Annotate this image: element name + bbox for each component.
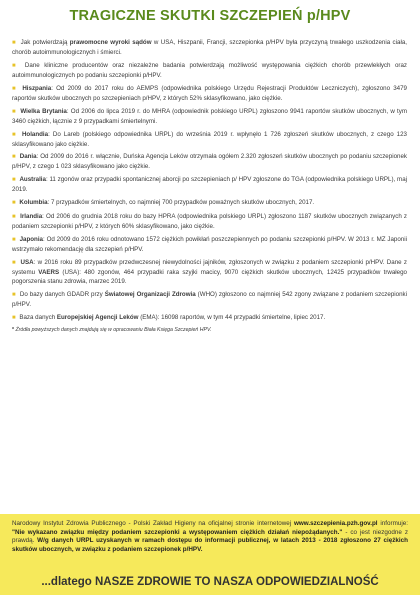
nizp-website-link[interactable]: www.szczepienia.pzh.gov.pl <box>293 520 378 527</box>
nizp-statement <box>12 520 408 555</box>
bullet-icon: ■ <box>12 200 16 207</box>
fact-item <box>12 38 407 57</box>
fact-text: : 11 zgonów oraz przypadki spontanicznej aborcji po szczepieniach p/ HPV zgłoszone do TGA (odpowiednika polskiego URPL), maj 2019. <box>12 176 408 194</box>
fact-emphasis: VAERS <box>38 268 60 276</box>
fact-item <box>12 175 407 194</box>
bullet-icon: ■ <box>12 259 17 266</box>
info-box <box>0 514 420 595</box>
fact-text: : Od 2006 do grudnia 2018 roku do bazy HPRA (odpowiednika polskiego URPL) zgłoszono 1187 skutków ubocznych związanych z podaniem szczepionki p/HPV, z których 60% sklasyfikowano, jako ciężkie. <box>12 213 407 231</box>
country-name: Kolumbia <box>19 199 48 207</box>
fact-item <box>12 84 407 103</box>
fact-text: Baza danych <box>19 313 57 321</box>
slogan: ...dlatego NASZE ZDROWIE TO NASZA ODPOWIEDZIALNOŚĆ <box>41 576 379 588</box>
bullet-icon: ■ <box>12 40 17 46</box>
fact-item <box>12 290 407 309</box>
fact-text: Dane kliniczne producentów oraz niezależne badania potwierdzają możliwość występowania ciężkich chorób przewlekłych oraz autoimmunologicznych po podaniu szczepionki p/HPV. <box>12 61 407 79</box>
fact-text-cont: (USA): 480 zgonów, 464 przypadki raka szyjki macicy, 9070 ciężkich skutków ubocznych, 12425 przypadków trwałego pogorszenia stanu zdrowia, marzec 2019. <box>12 268 407 285</box>
country-name: Holandia <box>21 130 49 138</box>
statement-quote: "Nie wykazano związku między podaniem szczepionki a występowaniem ciężkich działań niepożądanych." <box>12 528 343 536</box>
country-name: Dania <box>19 153 37 161</box>
statement-informs: informuje: <box>377 520 408 527</box>
footnote-text: Źródła powyższych danych znajdują się w opracowaniu Biała Księga Szczepień HPV. <box>15 326 212 333</box>
page-title: TRAGICZNE SKUTKI SZCZEPIEŃ p/HPV <box>69 8 351 24</box>
bullet-icon: ■ <box>12 291 16 298</box>
bullet-icon: ■ <box>12 154 16 161</box>
statement-intro: Narodowy Instytut Zdrowia Publicznego - Polski Zakład Higieny na oficjalnej stronie internetowej <box>12 520 294 527</box>
bullet-icon: ■ <box>12 131 17 138</box>
fact-emphasis: Światowej Organizacji Zdrowia <box>104 290 196 298</box>
fact-text: : w 2016 roku 89 przypadków przedwczesnej niewydolności jajników, zgłoszonych w związku z podaniem szczepionki p/HPV. Dane z systemu <box>12 258 407 276</box>
country-name: Japonia <box>19 236 43 244</box>
fact-text: : Od 2009 do 2017 roku do AEMPS (odpowiednika polskiego Urzędu Rejestracji Produktów Leczniczych), zgłoszono 3479 raportów skutków ubocznych po szczepieniach p/HPV, z których 52% sklasyfikowano, jako ciężkie. <box>12 84 407 102</box>
fact-text: : 7 przypadków śmiertelnych, co najmniej 700 przypadków poważnych skutków ubocznych, 2017. <box>47 199 315 207</box>
fact-item <box>12 313 407 323</box>
bullet-icon: ■ <box>12 237 16 244</box>
country-name: Australia <box>19 176 46 184</box>
fact-item <box>12 212 407 231</box>
bullet-icon: ■ <box>12 314 16 321</box>
fact-text: Do bazy danych GDADR przy <box>19 290 105 298</box>
fact-emphasis: prawomocne wyroki sądów <box>69 39 152 46</box>
country-name: Irlandia <box>20 213 43 221</box>
fact-item <box>12 107 407 126</box>
fact-item <box>12 235 407 254</box>
facts-list <box>12 38 407 339</box>
bullet-icon: ■ <box>12 62 19 69</box>
fact-text-cont: w USA, Hiszpanii, Francji, szczepionka p/HPV była przyczyną trwałego uszkodzenia ciała, chorób autoimmunologicznych i śmierci. <box>12 39 407 56</box>
footnote-star: * <box>12 326 15 333</box>
statement-rebuttal: - co jest niezgodne z prawdą. <box>12 528 408 545</box>
fact-item <box>12 258 407 286</box>
fact-text: : Od 2006 do lipca 2019 r. do MHRA (odpowiednik polskiego URPL) zgłoszono 9941 raportów skutków ubocznych, w tym 3460 ciężkich, łącznie z 9 przypadkami śmiertelnymi. <box>12 107 407 125</box>
fact-item <box>12 198 407 208</box>
fact-text: : Od 2009 do 2016 roku odnotowano 1572 ciężkich powikłań poszczepiennych po podaniu szczepionki p/HPV. W 2013 r. MZ Japonii wstrzymało rekomendację dla szczepień p/HPV. <box>12 236 407 254</box>
bullet-icon: ■ <box>12 214 17 221</box>
sources-footnote <box>12 327 407 334</box>
fact-item <box>12 130 407 149</box>
urpl-data: W/g danych URPL uzyskanych w ramach dostępu do informacji publicznej, w latach 2013 - 2018 zgłoszono 27 ciężkich skutków ubocznych, w związku z podaniem szczepionek p/HPV. <box>12 537 409 554</box>
country-name: Wielka Brytania <box>20 107 67 115</box>
fact-text: : Do Lareb (polskiego odpowiednika URPL) do września 2019 r. wpłynęło 1 726 zgłoszeń skutków ubocznych, z czego 123 sklasyfikowano jako ciężkie. <box>12 130 407 148</box>
bullet-icon: ■ <box>12 177 16 184</box>
country-name: USA <box>20 258 34 266</box>
fact-text-cont: (EMA): 16098 raportów, w tym 44 przypadki śmiertelne, lipiec 2017. <box>138 313 326 321</box>
fact-text: : Od 2009 do 2016 r. włącznie, Duńska Agencja Leków otrzymała ogółem 2.320 zgłoszeń skutków ubocznych po podaniu szczepionek p/HPV, z czego 1 023 sklasyfikowano jako ciężkie. <box>12 153 407 171</box>
bullet-icon: ■ <box>12 108 17 115</box>
bullet-icon: ■ <box>12 85 18 92</box>
fact-text: Jak potwierdzają <box>20 39 70 46</box>
fact-text-cont: (WHO) zgłoszono co najmniej 542 zgony związane z podaniem szczepionki p/HPV. <box>12 290 408 308</box>
fact-item <box>12 152 407 171</box>
country-name: Hiszpania <box>22 84 52 92</box>
fact-item <box>12 61 407 80</box>
fact-emphasis: Europejskiej Agencji Leków <box>56 313 139 321</box>
